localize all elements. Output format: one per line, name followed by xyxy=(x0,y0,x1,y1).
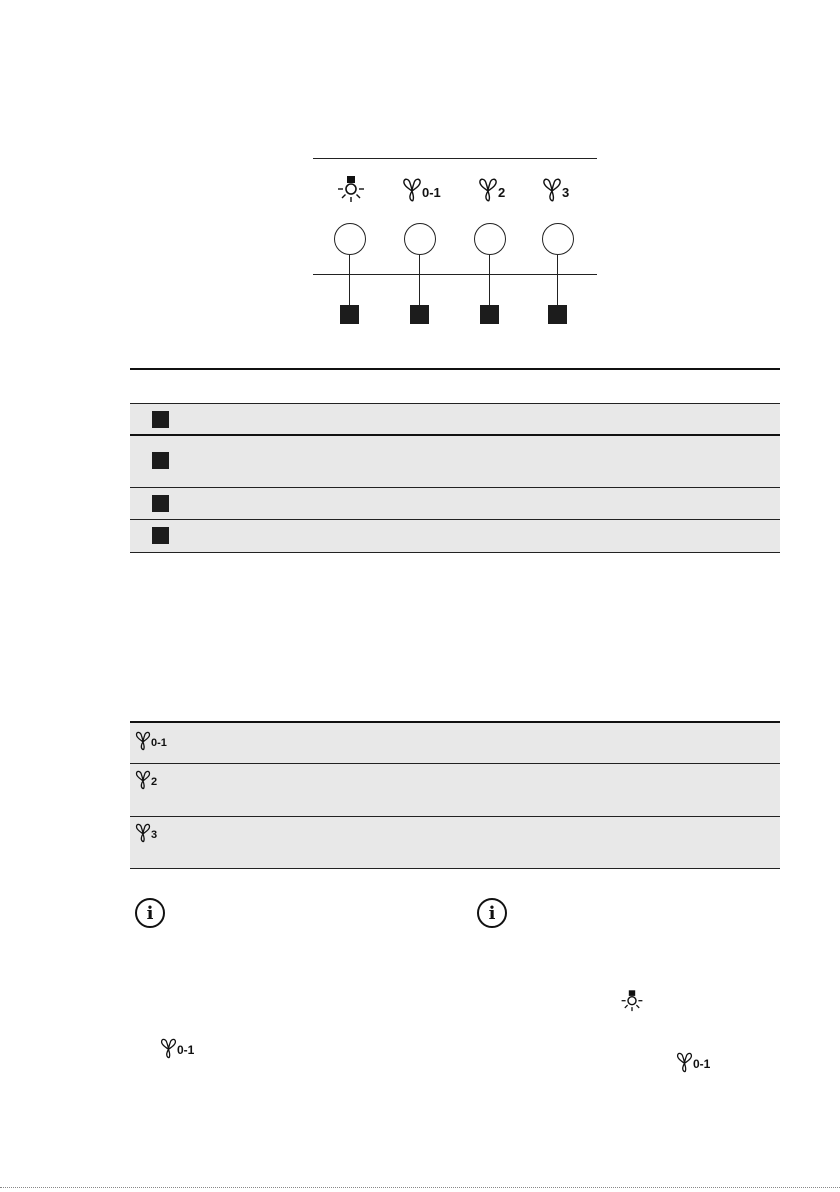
callout-marker xyxy=(152,527,169,544)
table-row xyxy=(130,488,780,519)
leader-line xyxy=(349,255,350,305)
fan-icon xyxy=(542,178,562,202)
fan-speed-label: 0-1 xyxy=(151,737,167,749)
panel-bottom-line xyxy=(313,274,597,275)
callout-marker xyxy=(152,452,169,469)
table-row xyxy=(130,436,780,487)
fan-speed-3-label xyxy=(542,178,569,202)
callout-marker xyxy=(548,305,567,324)
fan-speed-label: 3 xyxy=(562,185,570,200)
controls-table xyxy=(130,368,780,554)
table-header-row xyxy=(130,370,780,403)
fan-icon xyxy=(135,770,151,790)
table-bottom-rule xyxy=(130,552,780,553)
fan-icon xyxy=(478,178,498,202)
fan-icon xyxy=(402,178,422,202)
leader-line xyxy=(557,255,558,305)
fan-speed-table xyxy=(130,721,780,871)
fan-speed-label: 2 xyxy=(151,776,158,788)
panel-top-line xyxy=(313,158,597,159)
table-row xyxy=(130,764,780,816)
fan-speed-0-1-label xyxy=(402,178,441,202)
inline-fan-reference xyxy=(160,1038,194,1059)
fan-speed-label: 2 xyxy=(498,185,506,200)
callout-marker xyxy=(152,495,169,512)
lamp-icon xyxy=(336,176,366,204)
fan-speed-label: 0-1 xyxy=(177,1043,195,1057)
fan-speed-label: 3 xyxy=(151,829,158,841)
fan-icon xyxy=(160,1038,177,1059)
fan-icon xyxy=(135,823,151,843)
table-row xyxy=(130,520,780,552)
page-bottom-edge xyxy=(0,1187,840,1188)
callout-marker xyxy=(480,305,499,324)
light-button[interactable] xyxy=(334,223,366,255)
fan-speed-2-label xyxy=(135,770,157,790)
fan-icon xyxy=(135,731,151,751)
table-row xyxy=(130,723,780,763)
fan-speed-label: 0-1 xyxy=(422,185,441,200)
fan-speed-2-label xyxy=(478,178,505,202)
table-bottom-rule xyxy=(130,868,780,869)
fan-speed-label: 0-1 xyxy=(693,1057,711,1071)
info-icon: i xyxy=(477,898,507,928)
table-row xyxy=(130,817,780,868)
fan-speed-3-button[interactable] xyxy=(542,223,574,255)
inline-fan-reference xyxy=(676,1052,710,1073)
leader-line xyxy=(419,255,420,305)
fan-speed-2-button[interactable] xyxy=(474,223,506,255)
fan-icon xyxy=(676,1052,693,1073)
table-row xyxy=(130,404,780,434)
callout-marker xyxy=(340,305,359,324)
lamp-icon xyxy=(620,990,644,1013)
callout-marker xyxy=(152,411,169,428)
callout-marker xyxy=(410,305,429,324)
fan-speed-0-1-button[interactable] xyxy=(404,223,436,255)
leader-line xyxy=(489,255,490,305)
fan-speed-0-1-label xyxy=(135,731,167,751)
fan-speed-3-label xyxy=(135,823,157,843)
info-icon: i xyxy=(135,898,165,928)
